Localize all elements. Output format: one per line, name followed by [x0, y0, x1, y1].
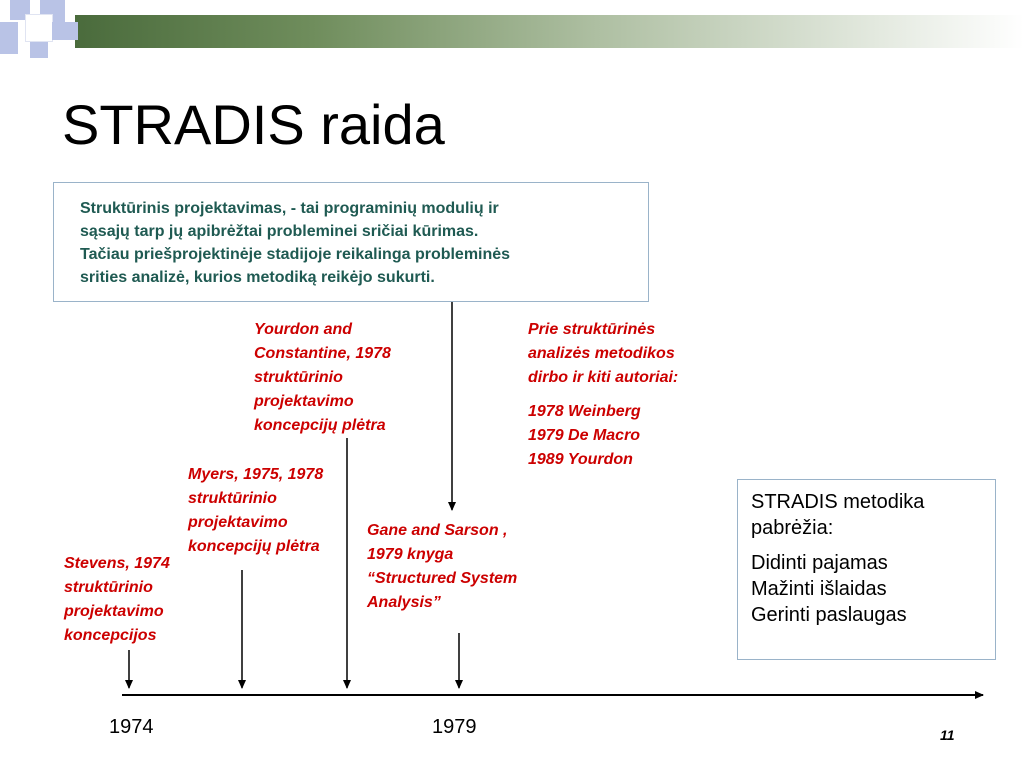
annotation-line: 1979 De Macro	[528, 427, 641, 444]
intro-line: srities analizė, kurios metodiką reikėjo sukurti.	[80, 269, 435, 286]
annotation-line: 1978 Weinberg	[528, 403, 641, 420]
annotation-line: Gane and Sarson ,	[367, 522, 508, 539]
intro-line: Tačiau priešprojektinėje stadijoje reikalinga probleminės	[80, 246, 511, 263]
annotation-line: projektavimo	[64, 603, 164, 620]
year-start-label: 1974	[109, 716, 154, 738]
summary-heading-line: STRADIS metodika	[751, 491, 925, 513]
annotation-line: Analysis”	[367, 594, 441, 611]
intro-line: sąsajų tarp jų apibrėžtai probleminei sričiai kūrimas.	[80, 223, 479, 240]
year-mid-label: 1979	[432, 716, 477, 738]
annotation-line: struktūrinio	[188, 490, 277, 507]
annotation-gane	[367, 519, 517, 615]
summary-box	[737, 479, 996, 660]
summary-item: Gerinti paslaugas	[751, 604, 907, 626]
annotation-line: projektavimo	[254, 393, 354, 410]
annotation-line: “Structured System	[367, 570, 518, 587]
annotation-line: 1979 knyga	[367, 546, 454, 563]
summary-heading-line: pabrėžia:	[751, 517, 834, 539]
annotation-line: dirbo ir kiti autoriai:	[528, 369, 679, 386]
summary-item: Mažinti išlaidas	[751, 578, 887, 600]
annotation-line: Prie struktūrinės	[528, 321, 656, 338]
annotation-stevens	[64, 552, 170, 648]
annotation-line: Yourdon and	[254, 321, 353, 338]
annotation-line: koncepcijos	[64, 627, 157, 644]
summary-item: Didinti pajamas	[751, 552, 888, 574]
annotation-others	[528, 318, 678, 472]
annotation-line: koncepcijų plėtra	[254, 417, 386, 434]
annotation-line: Stevens, 1974	[64, 555, 170, 572]
annotation-line: analizės metodikos	[528, 345, 675, 362]
annotation-line: Myers, 1975, 1978	[188, 466, 324, 483]
annotation-line: struktūrinio	[254, 369, 343, 386]
annotation-yourdon	[254, 318, 391, 438]
slide-title: STRADIS raida	[62, 93, 445, 156]
annotation-myers	[188, 463, 323, 559]
annotation-line: struktūrinio	[64, 579, 153, 596]
annotation-line: 1989 Yourdon	[528, 451, 633, 468]
page-number: 11	[940, 727, 955, 743]
annotation-line: projektavimo	[188, 514, 288, 531]
annotation-line: koncepcijų plėtra	[188, 538, 320, 555]
intro-line: Struktūrinis projektavimas, - tai programinių modulių ir	[80, 200, 499, 217]
annotation-line: Constantine, 1978	[254, 345, 391, 362]
